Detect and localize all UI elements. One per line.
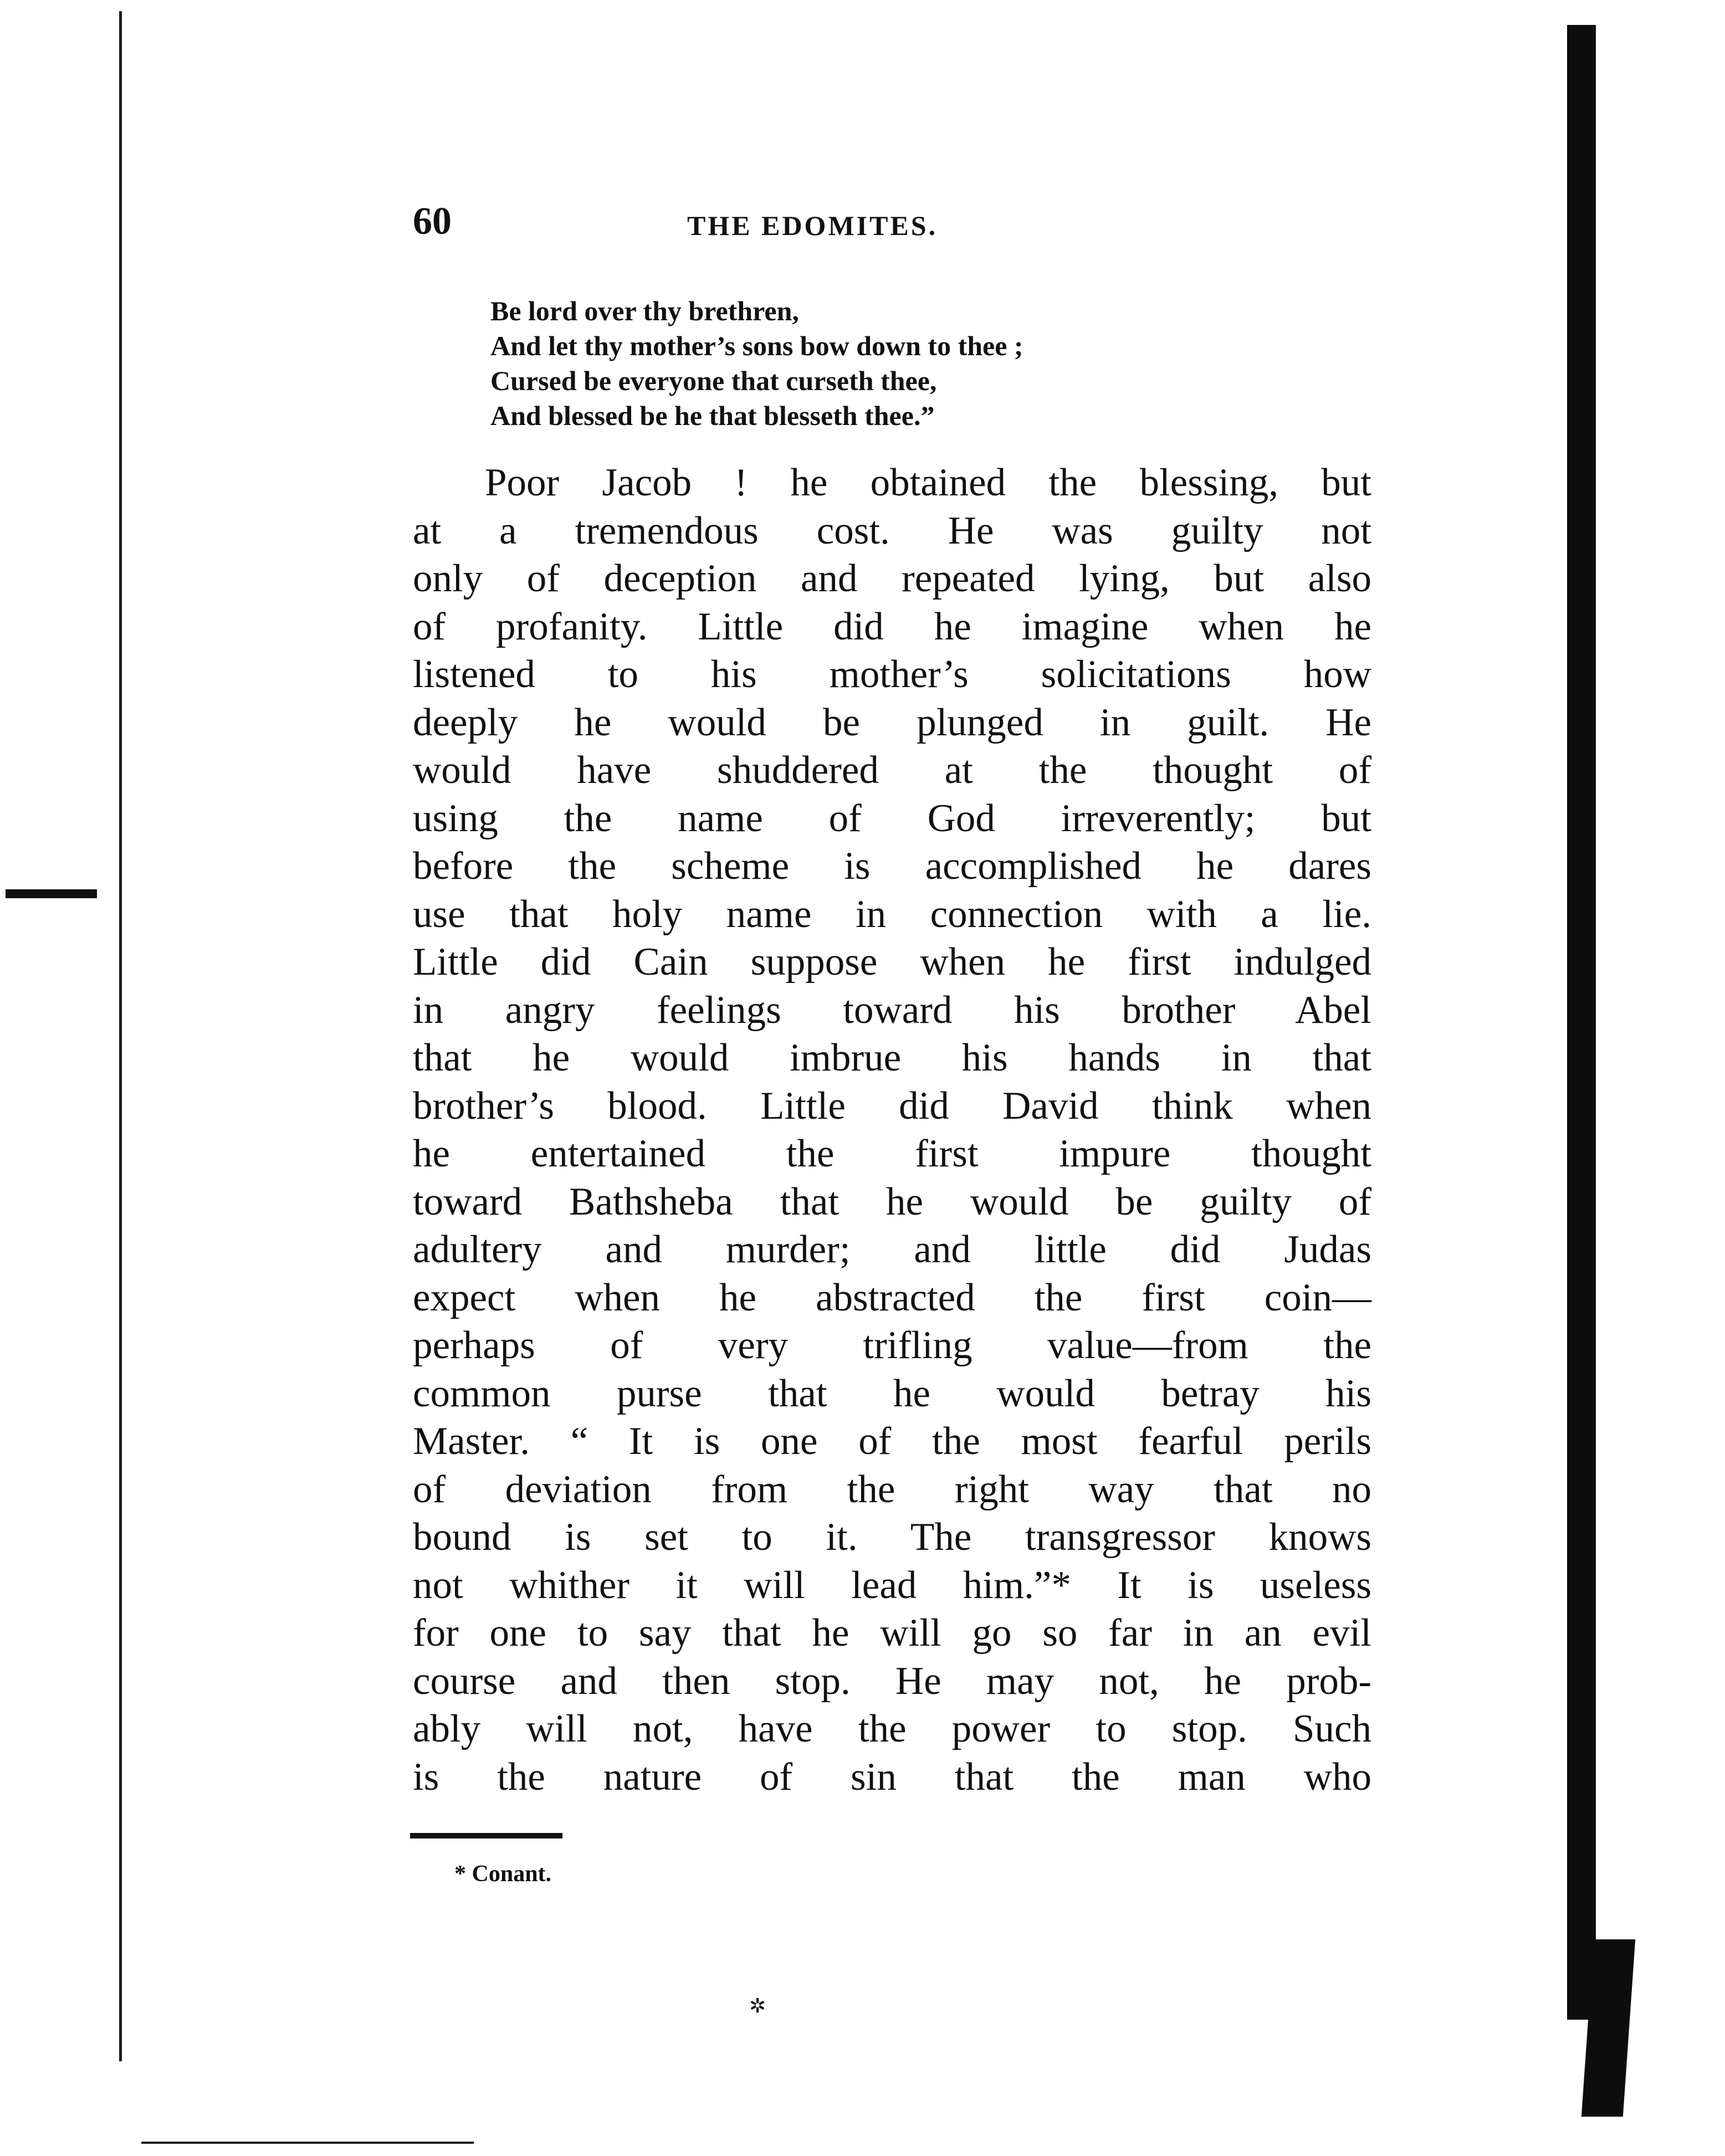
verse-quotation [490,294,1322,433]
text-line: bound is set to it. The transgressor knows [413,1515,1371,1559]
text-line: Little did Cain suppose when he first indulged [413,940,1371,984]
text-line: toward Bathsheba that he would be guilty of [413,1180,1371,1223]
text-line: using the name of God irreverently; but [413,796,1371,840]
text-line: of deviation from the right way that no [413,1467,1371,1511]
footnote: * Conant. [454,1861,552,1887]
text-line: at a tremendous cost. He was guilty not [413,509,1371,552]
text-line: perhaps of very trifling value—from the [413,1324,1371,1367]
verse-line: Be lord over thy brethren, [490,295,799,326]
verse-line: And let thy mother’s sons bow down to thee ; [490,330,1023,361]
footnote-rule [410,1833,562,1839]
scan-right-bar [1567,25,1596,2020]
body-paragraph [413,459,1371,1801]
text-line: is the nature of sin that the man who [413,1755,1371,1799]
text-line: for one to say that he will go so far in an evil [413,1611,1371,1655]
verse-line: And blessed be he that blesseth thee.” [490,400,935,431]
scan-left-mark [6,889,97,898]
text-line: use that holy name in connection with a lie. [413,892,1371,936]
running-head: THE EDOMITES. [687,210,938,241]
page-header [413,199,1366,249]
text-line: ably will not, have the power to stop. Such [413,1707,1371,1750]
text-line: would have shuddered at the thought of [413,749,1371,792]
scan-left-edge [119,11,144,2061]
printer-ornament-icon: ✲ [749,1995,766,2017]
text-line: course and then stop. He may not, he prob- [413,1659,1371,1703]
text-line: that he would imbrue his hands in that [413,1036,1371,1079]
text-line: common purse that he would betray his [413,1371,1371,1415]
text-line: only of deception and repeated lying, but also [413,557,1371,600]
text-line: Master. “ It is one of the most fearful perils [413,1420,1371,1463]
text-line: before the scheme is accomplished he dares [413,844,1371,888]
text-line: brother’s blood. Little did David think when [413,1084,1371,1128]
text-line: adultery and murder; and little did Judas [413,1228,1371,1271]
text-line: he entertained the first impure thought [413,1132,1371,1175]
verse-line: Cursed be everyone that curseth thee, [490,365,937,396]
text-line: not whither it will lead him.”* It is useless [413,1563,1371,1607]
text-line: expect when he abstracted the first coin— [413,1276,1371,1319]
text-line: listened to his mother’s solicitations how [413,653,1371,696]
text-line: deeply he would be plunged in guilt. He [413,700,1371,744]
text-line: in angry feelings toward his brother Abel [413,988,1371,1032]
text-line: of profanity. Little did he imagine when he [413,605,1371,648]
text-line: Poor Jacob ! he obtained the blessing, but [485,461,1371,504]
scan-bottom-rule [141,2142,474,2144]
page-number: 60 [413,200,452,243]
